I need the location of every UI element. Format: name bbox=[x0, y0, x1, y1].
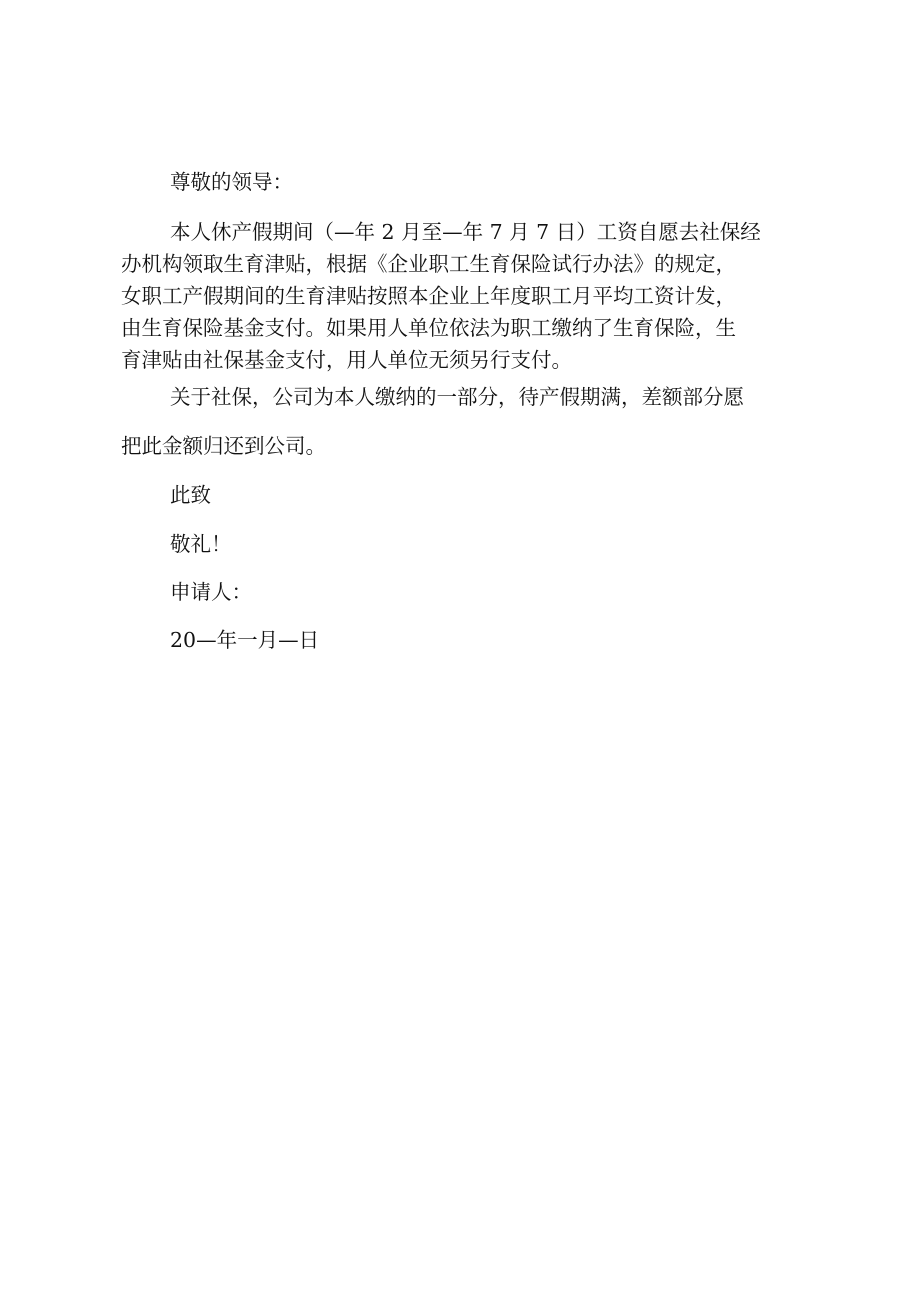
paragraph2-line-2: 把此金额归还到公司。 bbox=[121, 434, 326, 458]
paragraph1-line-2: 办机构领取生育津贴，根据《企业职工生育保险试行办法》的规定， bbox=[121, 252, 736, 276]
paragraph1-line-4: 由生育保险基金支付。如果用人单位依法为职工缴纳了生育保险，生 bbox=[121, 316, 736, 340]
applicant-label: 申请人： bbox=[170, 580, 252, 604]
letter-date: 20—年一月—日 bbox=[170, 628, 320, 652]
paragraph2-line-1: 关于社保，公司为本人缴纳的一部分，待产假期满，差额部分愿 bbox=[170, 385, 744, 409]
paragraph1-line-5: 育津贴由社保基金支付，用人单位无须另行支付。 bbox=[121, 348, 572, 372]
closing-ci-zhi: 此致 bbox=[170, 483, 211, 507]
paragraph1-line-1: 本人休产假期间（—年 2 月至—年 7 月 7 日）工资自愿去社保经 bbox=[170, 220, 761, 244]
paragraph1-line-3: 女职工产假期间的生育津贴按照本企业上年度职工月平均工资计发， bbox=[121, 284, 736, 308]
salutation: 尊敬的领导： bbox=[170, 170, 293, 194]
closing-jing-li: 敬礼！ bbox=[170, 532, 232, 556]
